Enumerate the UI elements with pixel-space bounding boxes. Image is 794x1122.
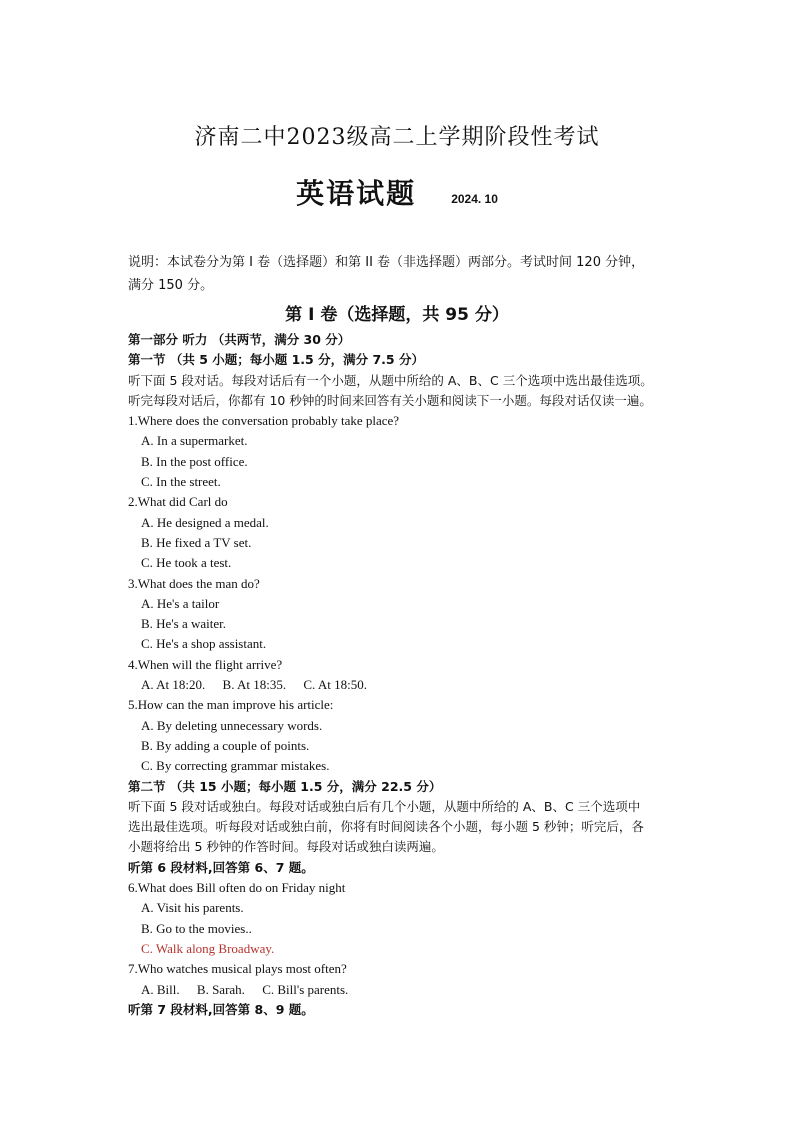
option-a: A. By deleting unnecessary words. [141,717,323,733]
note-line-2: 满分 150 分。 [128,278,214,293]
exam-date: 2024. 10 [451,191,498,206]
option-a: A. At 18:20. [141,677,206,693]
sec2-instruction-1: 听下面 5 段对话或独白。每段对话或独白后有几个小题，从题中所给的 A、B、C 三个选项中 [128,798,641,814]
material-6-note: 听第 6 段材料,回答第 6、7 题。 [128,859,314,875]
option-b: B. He's a waiter. [141,616,227,632]
part1-heading: 第一部分 听力 （共两节，满分 30 分） [128,332,351,347]
option-a: A. In a supermarket. [141,433,248,449]
section-title: 第 I 卷（选择题，共 95 分） [285,305,509,325]
option-c: C. Bill's parents. [262,981,349,997]
exam-title: 济南二中2023级高二上学期阶段性考试 [194,125,600,150]
sec1-instruction-1: 听下面 5 段对话。每段对话后有一个小题，从题中所给的 A、B、C 三个选项中选出最佳选项。 [128,372,653,388]
question-stem: 3.What does the man do? [128,575,260,591]
sec2-instruction-3: 小题将给出 5 秒钟的作答时间。每段对话或独白读两遍。 [128,839,444,855]
sec2-instruction-2: 选出最佳选项。听每段对话或独白前，你将有时间阅读各个小题，每小题 5 秒钟；听完后，各 [128,819,644,835]
question-stem: 2.What did Carl do [128,494,228,510]
exam-subtitle: 英语试题 [296,177,417,210]
question-stem: 1.Where does the conversation probably take place? [128,413,400,429]
sec2-heading: 第二节 （共 15 小题；每小题 1.5 分，满分 22.5 分） [128,778,442,794]
question-stem: 4.When will the flight arrive? [128,656,283,672]
option-c: C. Walk along Broadway. [141,940,275,956]
option-b: B. Go to the movies.. [141,920,252,936]
option-b: B. By adding a couple of points. [141,737,310,753]
question-stem: 7.Who watches musical plays most often? [128,961,347,977]
exam-note [128,251,673,297]
option-a: A. He's a tailor [141,595,220,611]
sec1-instruction-2: 听完每段对话后，你都有 10 秒钟的时间来回答有关小题和阅读下一小题。每段对话仅读一遍。 [128,392,652,408]
option-b: B. Sarah. [196,981,245,997]
option-c: C. In the street. [141,474,221,490]
material-7-note: 听第 7 段材料,回答第 8、9 题。 [128,1001,314,1017]
option-a: A. He designed a medal. [141,514,269,530]
options-inline [128,980,678,1000]
option-b: B. In the post office. [141,453,248,469]
sec1-heading: 第一节 （共 5 小题；每小题 1.5 分，满分 7.5 分） [128,352,424,368]
option-b: B. At 18:35. [222,677,287,693]
listening-part [128,330,678,1020]
option-c: C. At 18:50. [303,677,367,693]
note-line-1: 说明：本试卷分为第 I 卷（选择题）和第 II 卷（非选择题）两部分。考试时间 120 分钟， [128,255,645,270]
option-b: B. He fixed a TV set. [141,534,252,550]
option-c: C. By correcting grammar mistakes. [141,758,330,774]
question-stem: 5.How can the man improve his article: [128,697,334,713]
option-c: C. He took a test. [141,555,232,571]
question-stem: 6.What does Bill often do on Friday night [128,880,346,896]
options-inline [128,675,678,695]
option-c: C. He's a shop assistant. [141,636,267,652]
option-a: A. Bill. [141,981,180,997]
subtitle-row [0,172,794,212]
option-a: A. Visit his parents. [141,900,244,916]
